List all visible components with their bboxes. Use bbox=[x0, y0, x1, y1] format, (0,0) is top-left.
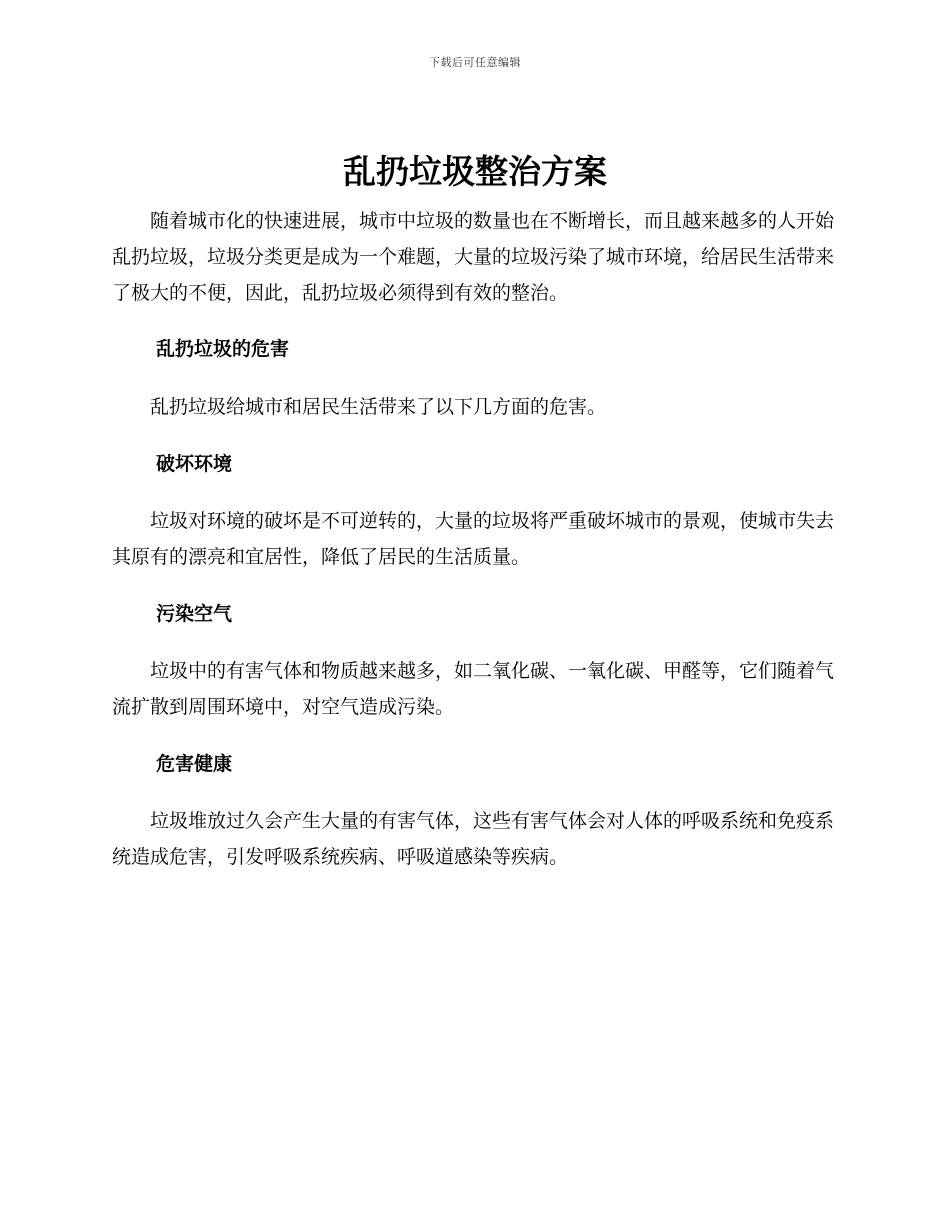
paragraph-air: 垃圾中的有害气体和物质越来越多，如二氧化碳、一氧化碳、甲醛等，它们随着气流扩散到周围环境中，对空气造成污染。 bbox=[112, 660, 835, 718]
section-heading: 乱扔垃圾的危害 bbox=[156, 338, 290, 360]
paragraph-environment: 垃圾对环境的破坏是不可逆转的，大量的垃圾将严重破坏城市的景观，使城市失去其原有的漂亮和宜居性，降低了居民的生活质量。 bbox=[112, 510, 835, 568]
intro-paragraph: 随着城市化的快速进展，城市中垃圾的数量也在不断增长，而且越来越多的人开始乱扔垃圾，垃圾分类更是成为一个难题，大量的垃圾污染了城市环境，给居民生活带来了极大的不便，因此，乱扔垃圾必须得到有效的整治。 bbox=[112, 210, 835, 304]
subheading-air: 污染空气 bbox=[156, 603, 233, 625]
subheading-environment: 破坏环境 bbox=[156, 453, 233, 475]
document-title: 乱扔垃圾整治方案 bbox=[343, 152, 607, 191]
paragraph-health: 垃圾堆放过久会产生大量的有害气体，这些有害气体会对人体的呼吸系统和免疫系统造成危害，引发呼吸系统疾病、呼吸道感染等疾病。 bbox=[112, 810, 835, 868]
subheading-health: 危害健康 bbox=[156, 753, 233, 775]
document-body bbox=[112, 203, 834, 875]
section-intro-paragraph: 乱扔垃圾给城市和居民生活带来了以下几方面的危害。 bbox=[150, 396, 607, 418]
header-note: 下载后可任意编辑 bbox=[429, 56, 521, 69]
